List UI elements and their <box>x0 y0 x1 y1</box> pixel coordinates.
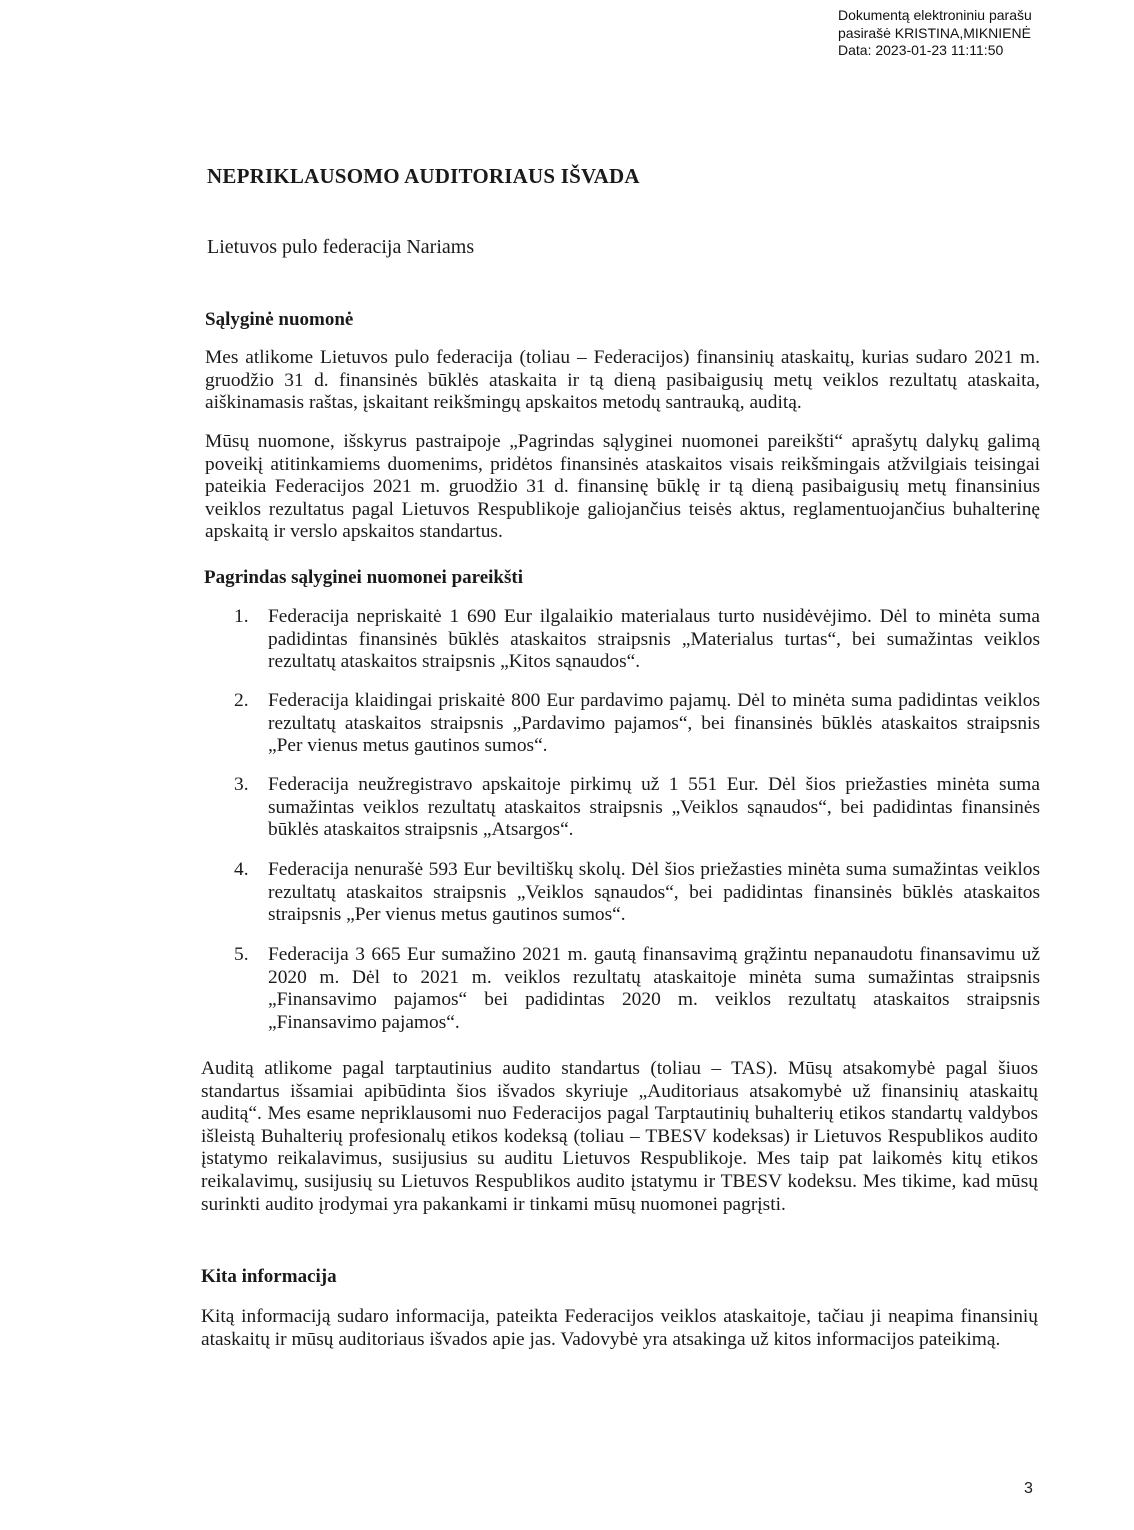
list-item-text: Federacija neužregistravo apskaitoje pirkimų už 1 551 Eur. Dėl šios priežasties minėta suma sumažintas veiklos rezultatų ataskaitos straipsnis „Veiklos sąnaudos“, bei padidintas finansinės būklės ataskaitos straipsnis „Atsargos“. <box>268 774 1040 841</box>
list-item <box>234 859 1040 927</box>
signature-line-2: pasirašė KRISTINA,MIKNIENĖ <box>838 24 1031 41</box>
paragraph-other-information: Kitą informaciją sudaro informacija, pateikta Federacijos veiklos ataskaitoje, tačiau ji neapima finansinių ataskaitų ir mūsų auditoriaus išvados apie jas. Vadovybė yra atsakinga už kitos informacijos pateikimą. <box>201 1306 1038 1350</box>
list-item-text: Federacija klaidingai priskaitė 800 Eur pardavimo pajamų. Dėl to minėta suma padidintas veiklos rezultatų ataskaitos straipsnis „Pardavimo pajamos“, bei finansinės būklės ataskaitos straipsnis „Per vienus metus gautinos sumos“. <box>268 690 1040 757</box>
list-item <box>234 774 1040 842</box>
addressee: Lietuvos pulo federacija Nariams <box>207 236 475 258</box>
electronic-signature-block <box>838 7 1032 60</box>
signature-date: Data: 2023-01-23 11:11:50 <box>838 42 1004 58</box>
paragraph-opinion: Mūsų nuomone, išskyrus pastraipoje „Pagrindas sąlyginei nuomonei pareikšti“ aprašytų dalykų galimą poveikį atitinkamiems duomenims, pridėtos finansinės ataskaitos visais reikšmingais atžvilgiais teisingai pateikia Federacijos 2021 m. gruodžio 31 d. finansinę būklę ir tą dieną pasibaigusių metų finansinius veiklos rezultatus pagal Lietuvos Respublikoje galiojančius teisės aktus, reglamentuojančius buhalterinę apskaitą ir verslo apskaitos standartus. <box>205 431 1040 543</box>
list-item <box>234 606 1040 674</box>
list-item-number: 4. <box>234 859 249 880</box>
paragraph-audit-scope: Mes atlikome Lietuvos pulo federacija (toliau – Federacijos) finansinių ataskaitų, kurias sudaro 2021 m. gruodžio 31 d. finansinės būklės ataskaita ir tą dieną pasibaigusių metų veiklos rezultatų ataskaita, aiškinamasis raštas, įskaitant reikšmingų apskaitos metodų santrauką, auditą. <box>205 347 1040 414</box>
list-item-number: 1. <box>234 606 249 627</box>
list-item-text: Federacija nenurašė 593 Eur beviltiškų skolų. Dėl šios priežasties minėta suma sumažintas veiklos rezultatų ataskaitos straipsnis „Veiklos sąnaudos“, bei padidintas finansinės būklės ataskaitos straipsnis „Per vienus metus gautinos sumos“. <box>268 859 1040 926</box>
list-item-text: Federacija nepriskaitė 1 690 Eur ilgalaikio materialaus turto nusidėvėjimo. Dėl to minėta suma padidintas finansinės būklės ataskaitos straipsnis „Materialus turtas“, bei sumažintas veiklos rezultatų ataskaitos straipsnis „Kitos sąnaudos“. <box>268 606 1040 673</box>
signature-line-1: Dokumentą elektroniniu parašu <box>838 7 1032 23</box>
section-heading-other-information: Kita informacija <box>201 1266 337 1287</box>
list-item-number: 5. <box>234 944 249 965</box>
section-heading-basis: Pagrindas sąlyginei nuomonei pareikšti <box>204 567 524 588</box>
list-item-number: 2. <box>234 690 249 711</box>
list-item <box>234 690 1040 758</box>
list-item-text: Federacija 3 665 Eur sumažino 2021 m. gautą finansavimą grąžintu nepanaudotu finansavimu už 2020 m. Dėl to 2021 m. veiklos rezultatų ataskaitoje minėta suma sumažintas straipsnis „Finansavimo pajamos“ bei padidintas 2020 m. veiklos rezultatų ataskaitos straipsnis „Finansavimo pajamos“. <box>268 944 1040 1033</box>
page-number: 3 <box>1024 1480 1033 1497</box>
section-heading-qualified-opinion: Sąlyginė nuomonė <box>205 309 354 330</box>
paragraph-audit-standards: Auditą atlikome pagal tarptautinius audito standartus (toliau – TAS). Mūsų atsakomybė pagal šiuos standartus išsamiai apibūdinta šios išvados skyriuje „Auditoriaus atsakomybė už finansinių ataskaitų auditą“. Mes esame nepriklausomi nuo Federacijos pagal Tarptautinių buhalterių etikos standartų valdybos išleistą Buhalterių profesionalų etikos kodeksą (toliau – TBESV kodeksas) ir Lietuvos Respublikos audito įstatymo reikalavimus, susijusius su auditu Lietuvos Respublikoje. Mes taip pat laikomės kitų etikos reikalavimų, susijusių su Lietuvos Respublikos audito įstatymu ir TBESV kodeksu. Mes tikime, kad mūsų surinkti audito įrodymai yra pakankami ir tinkami mūsų nuomonei pagrįsti. <box>201 1058 1038 1215</box>
list-item-number: 3. <box>234 774 249 795</box>
document-title: NEPRIKLAUSOMO AUDITORIAUS IŠVADA <box>207 164 640 188</box>
list-item <box>234 944 1040 1034</box>
